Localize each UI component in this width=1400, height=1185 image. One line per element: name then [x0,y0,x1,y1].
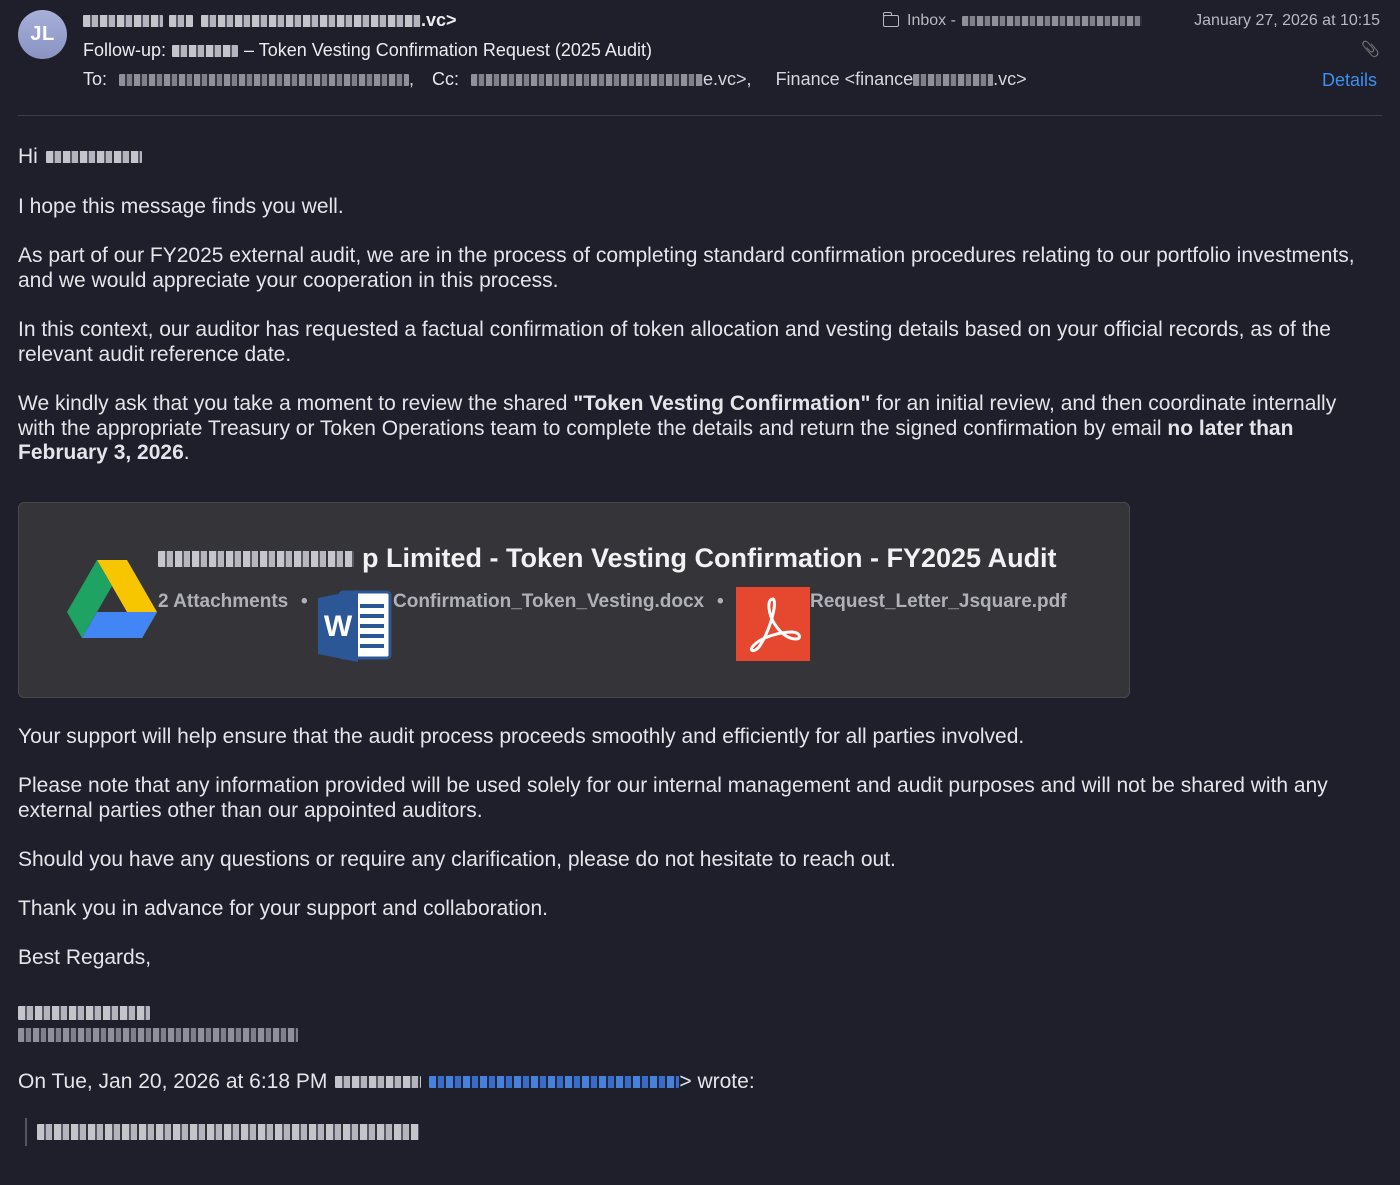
quoted-attribution-date: On Tue, Jan 20, 2026 at 6:18 PM [18,1070,328,1093]
message-header [0,0,1400,116]
signature-title [18,1023,298,1048]
redacted-signature-name [18,1006,150,1020]
paragraph-context: In this context, our auditor has requested a factual confirmation of token allocation and vesting details based on your official records, as of the relevant audit reference date. [18,318,1331,366]
request-doc-name: "Token Vesting Confirmation" [573,392,871,415]
quoted-attribution [18,1070,755,1095]
to-trailing: , [409,69,415,89]
pdf-document-icon[interactable] [736,587,810,661]
folder-icon [883,15,899,27]
redacted-finance-domain [913,74,993,86]
paragraph-audit: As part of our FY2025 external audit, we are in the process of completing standard confirmation procedures relating to our portfolio investments, and we would appreciate your cooperation in this process. [18,244,1355,292]
greeting-word: Hi [18,145,38,168]
redacted-mailbox-account [962,16,1142,26]
redacted-sender-name [169,15,193,27]
attachment-card-title-text: p Limited - Token Vesting Confirmation - FY2025 Audit [362,543,1057,573]
header-divider [18,115,1382,116]
redacted-cc-address[interactable] [471,74,703,86]
paperclip-icon: 📎 [1361,41,1380,58]
paragraph-questions: Should you have any questions or require any clarification, please do not hesitate to reach out. [18,848,896,871]
closing-regards: Best Regards, [18,946,152,969]
google-drive-icon [67,560,157,638]
redacted-quoted-text [37,1124,419,1140]
paragraph-request [18,392,1358,466]
request-text-2: for an initial review, and then coordinate internally with the appropriate Treasury or Token Operations team to complete the details and return the signed confirmation by email [18,392,1337,440]
sender-line[interactable] [83,10,457,31]
cc-finance-prefix[interactable]: Finance <finance [775,69,914,89]
request-text-1: We kindly ask that you take a moment to review the shared [18,392,574,415]
paragraph-note: Please note that any information provided will be used solely for our internal management and audit purposes and will not be shared with any external parties other than our appointed auditors. [18,774,1328,822]
greeting [18,145,142,170]
subject-prefix: Follow-up: [83,40,167,60]
redacted-company-name [158,551,354,567]
signature-name [18,1001,150,1026]
paragraph-thanks: Thank you in advance for your support and collaboration. [18,897,548,920]
word-letter: W [323,610,353,643]
subject-line [83,40,652,61]
redacted-subject-name [172,45,238,57]
attachment-card-title[interactable] [158,543,1057,574]
cc-label: Cc: [432,69,460,89]
to-label: To: [83,69,108,89]
request-deadline: no later than February 3, 2026 [18,416,1294,464]
quoted-message [25,1118,419,1146]
paragraph-hope: I hope this message finds you well. [18,195,344,218]
redacted-to-address[interactable] [119,74,409,86]
redacted-recipient-name [46,151,142,163]
request-end: . [183,441,190,464]
attachment-card[interactable] [18,502,1130,698]
quoted-attribution-suffix: > wrote: [679,1070,755,1093]
cc-first-suffix: e.vc>, [703,69,752,89]
separator-dot: • [301,591,308,612]
redacted-quoted-email-link[interactable] [429,1076,679,1088]
redacted-quoted-sender [335,1076,421,1088]
docx-attachment-name[interactable]: Confirmation_Token_Vesting.docx [393,591,705,612]
mailbox-label: Inbox - [907,12,956,29]
separator-dot: • [717,591,724,612]
message-date: January 27, 2026 at 10:15 [1194,12,1380,29]
word-document-icon[interactable] [318,588,392,664]
attachment-count: 2 Attachments [158,591,289,612]
acrobat-icon [736,587,810,661]
pdf-attachment-name[interactable]: Request_Letter_Jsquare.pdf [810,591,1067,612]
paragraph-support: Your support will help ensure that the audit process proceeds smoothly and efficiently for all parties involved. [18,725,1025,748]
redacted-sender-email [201,15,421,27]
subject-text: – Token Vesting Confirmation Request (2025 Audit) [244,40,652,60]
sender-email-suffix: .vc> [421,10,457,30]
mailbox-location[interactable] [883,12,1142,30]
recipients-line [83,69,1027,90]
details-link[interactable]: Details [1321,70,1377,90]
redacted-signature-title [18,1028,298,1042]
redacted-sender-name [83,15,163,27]
cc-finance-suffix: .vc> [993,69,1027,89]
sender-avatar[interactable]: JL [18,10,67,59]
